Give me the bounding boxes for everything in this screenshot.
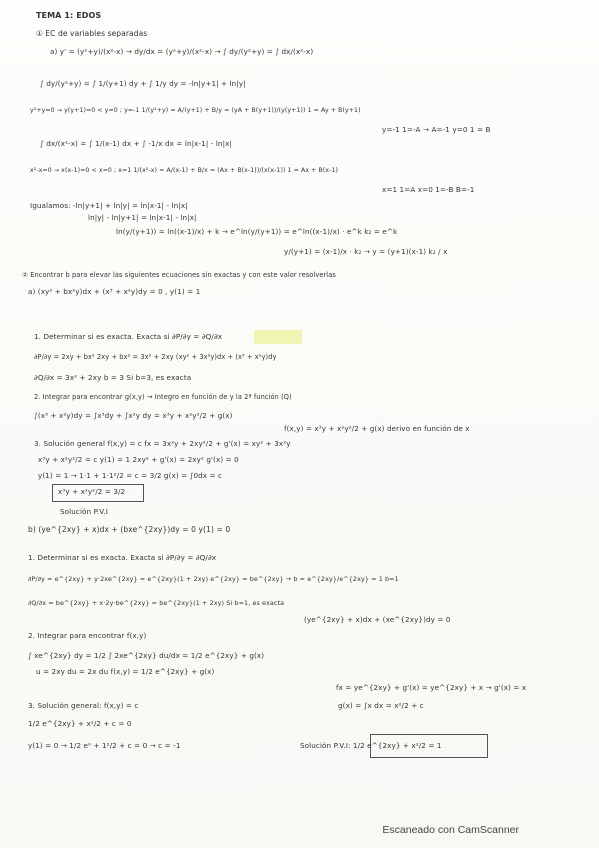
scanner-watermark: Escaneado con CamScanner xyxy=(382,824,519,836)
line-19: f(x,y) = x³y + x²y²/2 + g(x) derivo en función de x xyxy=(284,424,470,433)
line-8: Igualamos: -ln|y+1| + ln|y| = ln|x-1| - ln|x| xyxy=(30,201,188,210)
line-7: x=1 1=A x=0 1=-B B=-1 xyxy=(382,185,475,194)
line-21: x³y + x²y²/2 = c y(1) = 1 2xy² + g'(x) = 2xy² g'(x) = 0 xyxy=(38,455,239,464)
line-11: y/(y+1) = (x-1)/x · k₂ → y = (y+1)(x-1) k₂ / x xyxy=(284,247,448,256)
page-title: TEMA 1: EDOS xyxy=(36,11,102,20)
line-25: b) (ye^{2xy} + x)dx + (bxe^{2xy})dy = 0 y(1) = 0 xyxy=(28,525,231,534)
line-28: ∂Q/∂x = be^{2xy} + x·2y·be^{2xy} = be^{2xy}(1 + 2xy) Si b=1, es exacta xyxy=(28,599,285,607)
line-3: y²+y=0 → y(y+1)=0 < y=0 ; y=-1 1/(y²+y) = A/(y+1) + B/y = (yA + B(y+1))/(y(y+1)) 1 = Ay + B(y+1) xyxy=(30,107,361,114)
line-29: (ye^{2xy} + x)dx + (xe^{2xy})dy = 0 xyxy=(304,615,451,624)
highlight-exact-condition xyxy=(254,330,302,344)
line-14: 1. Determinar si es exacta. Exacta si ∂P/∂y = ∂Q/∂x xyxy=(34,332,223,341)
line-20: 3. Solución general f(x,y) = c fx = 3x²y + 2xy²/2 + g'(x) = xy² + 3x²y xyxy=(34,439,291,448)
line-31: ∫ xe^{2xy} dy = 1/2 ∫ 2xe^{2xy} du/dx = 1/2 e^{2xy} + g(x) xyxy=(28,651,265,660)
line-9: ln|y| - ln|y+1| = ln|x-1| - ln|x| xyxy=(88,213,197,222)
line-2: ∫ dy/(y²+y) = ∫ 1/(y+1) dy + ∫ 1/y dy = -ln|y+1| + ln|y| xyxy=(40,79,246,88)
line-36: 1/2 e^{2xy} + x²/2 + c = 0 xyxy=(28,719,132,728)
line-13: a) (xy² + bx²y)dx + (x³ + x²y)dy = 0 , y(1) = 1 xyxy=(28,287,201,296)
line-32: u = 2xy du = 2x du f(x,y) = 1/2 e^{2xy} + g(x) xyxy=(36,667,215,676)
exercise-1-heading: ① EC de variables separadas xyxy=(36,29,148,38)
line-10: ln(y/(y+1)) = ln((x-1)/x) + k → e^ln(y/(y+1)) = e^ln((x-1)/x) · e^k k₂ = e^k xyxy=(116,227,398,236)
line-35: 3. Solución general: f(x,y) = c xyxy=(28,701,139,710)
line-34: g(x) = ∫x dx = x²/2 + c xyxy=(338,701,424,710)
solution-a-label: Solución P.V.I xyxy=(60,507,108,516)
line-26: 1. Determinar si es exacta. Exacta si ∂P/∂y = ∂Q/∂x xyxy=(28,553,217,562)
line-37: y(1) = 0 → 1/2 e⁰ + 1²/2 + c = 0 → c = -1 xyxy=(28,741,181,750)
line-17: 2. Integrar para encontrar g(x,y) → Integro en función de y la 2ª función (Q) xyxy=(34,393,292,401)
line-33: fx = ye^{2xy} + g'(x) = ye^{2xy} + x → g'(x) = x xyxy=(336,683,527,692)
exercise-2-heading: ② Encontrar b para elevar las siguientes ecuaciones sin exactas y con este valor resolverlas xyxy=(22,271,336,279)
line-16: ∂Q/∂x = 3x² + 2xy b = 3 Si b=3, es exacta xyxy=(34,373,192,382)
line-5: ∫ dx/(x²-x) = ∫ 1/(x-1) dx + ∫ -1/x dx = ln|x-1| - ln|x| xyxy=(40,139,232,148)
line-30: 2. Integrar para encontrar f(x,y) xyxy=(28,631,147,640)
solution-b: Solución P.V.I: 1/2 e^{2xy} + x²/2 = 1 xyxy=(300,741,442,750)
line-15: ∂P/∂y = 2xy + bx² 2xy + bx² = 3x² + 2xy (xy² + 3x²y)dx + (x³ + x²y)dy xyxy=(34,353,277,361)
line-6: x²-x=0 → x(x-1)=0 < x=0 ; x=1 1/(x²-x) = A/(x-1) + B/x = (Ax + B(x-1))/(x(x-1)) 1 = Ax + B(x-1) xyxy=(30,167,339,174)
line-4: y=-1 1=-A → A=-1 y=0 1 = B xyxy=(382,125,491,134)
line-1: a) y' = (y²+y)/(x²-x) → dy/dx = (y²+y)/(x²-x) → ∫ dy/(y²+y) = ∫ dx/(x²-x) xyxy=(50,47,314,56)
line-22: y(1) = 1 → 1·1 + 1·1²/2 = c = 3/2 g(x) = ∫0dx = c xyxy=(38,471,223,480)
solution-a: x³y + x²y²/2 = 3/2 xyxy=(58,487,126,496)
line-27: ∂P/∂y = e^{2xy} + y·2xe^{2xy} = e^{2xy}(1 + 2xy) e^{2xy} = be^{2xy} → b = e^{2xy}/e^{2xy} = 1 b=1 xyxy=(28,575,399,583)
line-18: ∫(x³ + x²y)dy = ∫x³dy + ∫x²y dy = x³y + x²y²/2 + g(x) xyxy=(34,411,233,420)
